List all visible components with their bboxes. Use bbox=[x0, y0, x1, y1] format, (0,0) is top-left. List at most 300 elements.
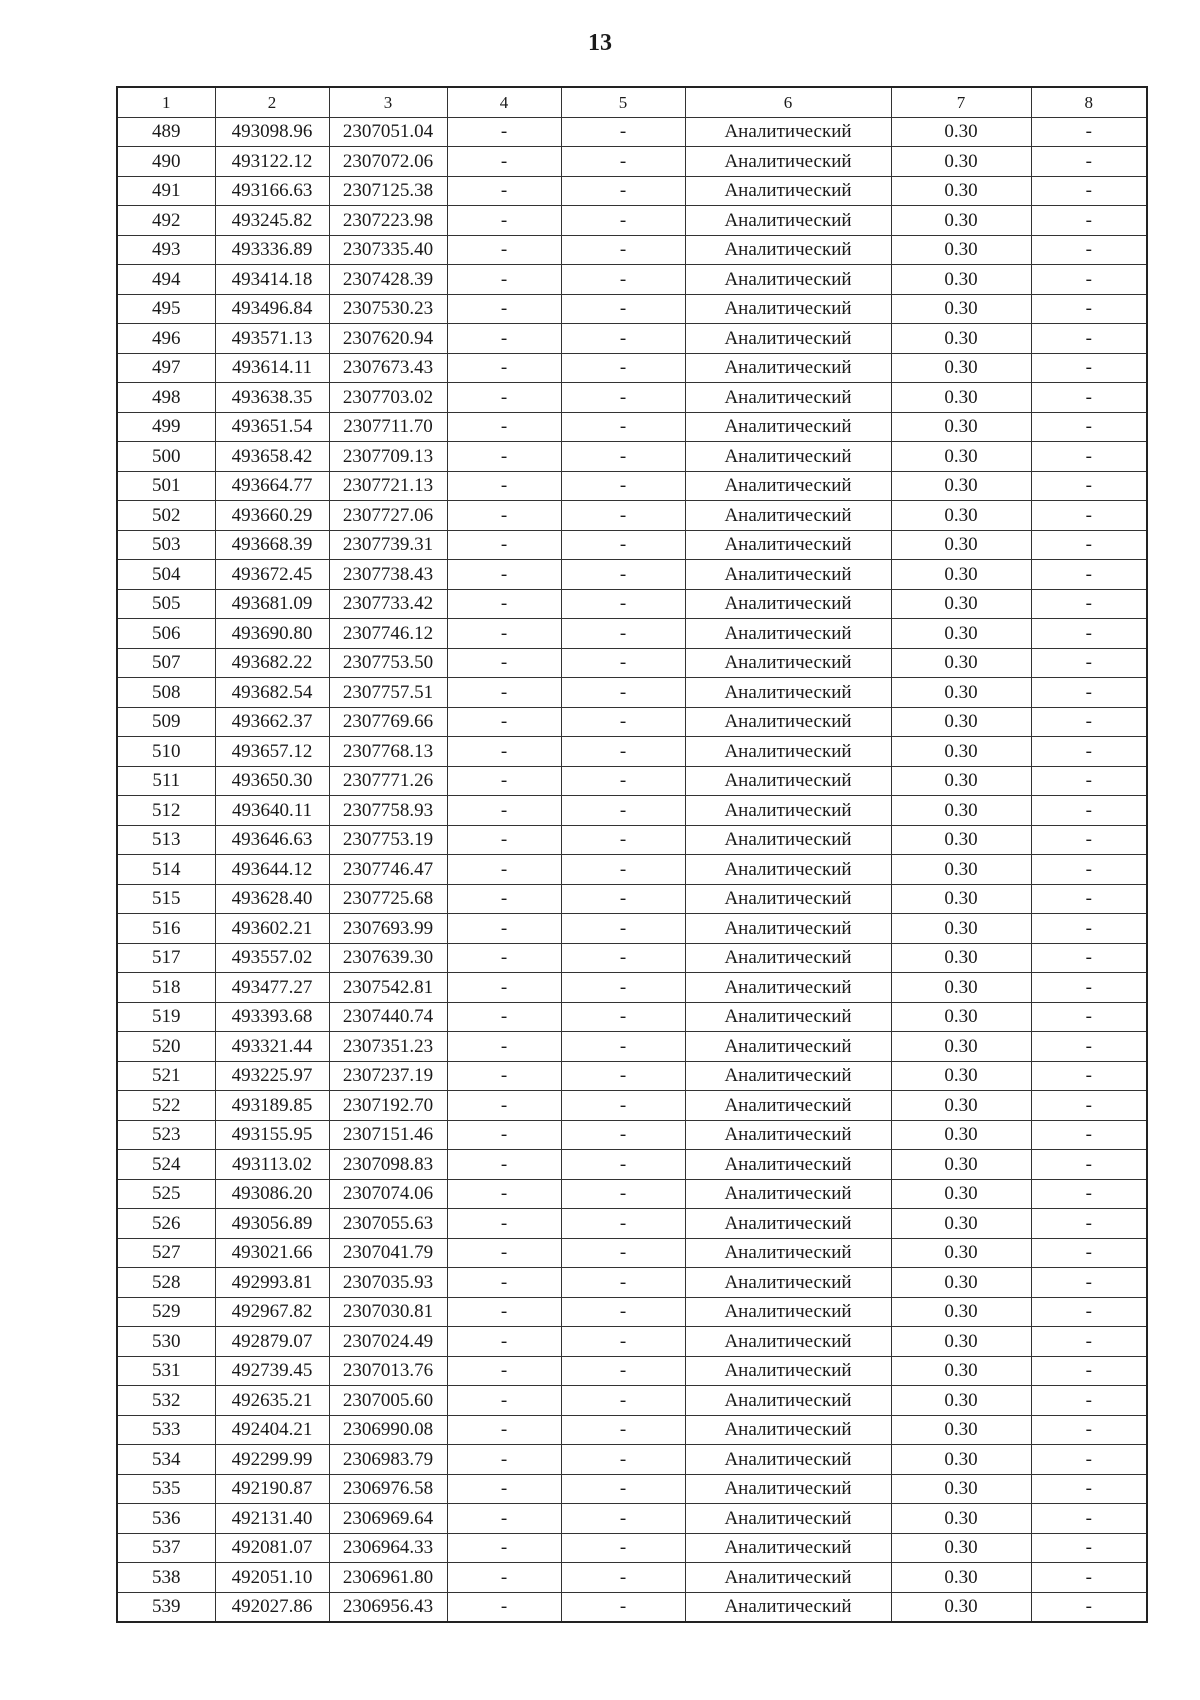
accuracy-cell: 0.30 bbox=[891, 1091, 1031, 1121]
col-8-cell: - bbox=[1031, 1504, 1147, 1534]
coord-y-cell: 2307098.83 bbox=[329, 1150, 447, 1180]
col-5-cell: - bbox=[561, 973, 685, 1003]
method-cell: Аналитический bbox=[685, 1091, 891, 1121]
coord-x-cell: 493662.37 bbox=[215, 707, 329, 737]
accuracy-cell: 0.30 bbox=[891, 1209, 1031, 1239]
col-4-cell: - bbox=[447, 1297, 561, 1327]
col-8-cell: - bbox=[1031, 1474, 1147, 1504]
coord-x-cell: 492879.07 bbox=[215, 1327, 329, 1357]
coord-y-cell: 2307013.76 bbox=[329, 1356, 447, 1386]
col-5-cell: - bbox=[561, 648, 685, 678]
coord-y-cell: 2307753.50 bbox=[329, 648, 447, 678]
coord-x-cell: 492967.82 bbox=[215, 1297, 329, 1327]
accuracy-cell: 0.30 bbox=[891, 648, 1031, 678]
col-8-cell: - bbox=[1031, 265, 1147, 295]
table-row bbox=[117, 530, 1147, 560]
method-cell: Аналитический bbox=[685, 1150, 891, 1180]
point-number-cell: 490 bbox=[117, 147, 215, 177]
col-4-cell: - bbox=[447, 324, 561, 354]
coord-y-cell: 2307041.79 bbox=[329, 1238, 447, 1268]
col-5-cell: - bbox=[561, 1091, 685, 1121]
col-8-cell: - bbox=[1031, 973, 1147, 1003]
col-5-cell: - bbox=[561, 471, 685, 501]
coord-x-cell: 493682.22 bbox=[215, 648, 329, 678]
col-8-cell: - bbox=[1031, 294, 1147, 324]
point-number-cell: 522 bbox=[117, 1091, 215, 1121]
col-5-cell: - bbox=[561, 1386, 685, 1416]
col-5-cell: - bbox=[561, 530, 685, 560]
table-row bbox=[117, 973, 1147, 1003]
col-5-cell: - bbox=[561, 265, 685, 295]
point-number-cell: 537 bbox=[117, 1533, 215, 1563]
col-5-cell: - bbox=[561, 1533, 685, 1563]
coord-x-cell: 493650.30 bbox=[215, 766, 329, 796]
col-4-cell: - bbox=[447, 176, 561, 206]
coord-y-cell: 2307035.93 bbox=[329, 1268, 447, 1298]
method-cell: Аналитический bbox=[685, 648, 891, 678]
accuracy-cell: 0.30 bbox=[891, 383, 1031, 413]
col-4-cell: - bbox=[447, 501, 561, 531]
point-number-cell: 518 bbox=[117, 973, 215, 1003]
coord-y-cell: 2307074.06 bbox=[329, 1179, 447, 1209]
col-5-cell: - bbox=[561, 1120, 685, 1150]
coord-x-cell: 493640.11 bbox=[215, 796, 329, 826]
col-4-cell: - bbox=[447, 1002, 561, 1032]
col-8-cell: - bbox=[1031, 1091, 1147, 1121]
col-8-cell: - bbox=[1031, 619, 1147, 649]
method-cell: Аналитический bbox=[685, 471, 891, 501]
coord-x-cell: 492081.07 bbox=[215, 1533, 329, 1563]
point-number-cell: 523 bbox=[117, 1120, 215, 1150]
coord-x-cell: 493651.54 bbox=[215, 412, 329, 442]
table-row bbox=[117, 560, 1147, 590]
table-row bbox=[117, 1297, 1147, 1327]
method-cell: Аналитический bbox=[685, 206, 891, 236]
col-4-cell: - bbox=[447, 530, 561, 560]
column-header-7: 7 bbox=[891, 87, 1031, 117]
table-row bbox=[117, 855, 1147, 885]
table-row bbox=[117, 737, 1147, 767]
method-cell: Аналитический bbox=[685, 1445, 891, 1475]
column-header-2: 2 bbox=[215, 87, 329, 117]
coord-y-cell: 2306961.80 bbox=[329, 1563, 447, 1593]
col-4-cell: - bbox=[447, 619, 561, 649]
col-8-cell: - bbox=[1031, 324, 1147, 354]
col-4-cell: - bbox=[447, 206, 561, 236]
coord-x-cell: 493056.89 bbox=[215, 1209, 329, 1239]
method-cell: Аналитический bbox=[685, 973, 891, 1003]
col-4-cell: - bbox=[447, 560, 561, 590]
coord-x-cell: 493690.80 bbox=[215, 619, 329, 649]
col-4-cell: - bbox=[447, 707, 561, 737]
coord-x-cell: 493657.12 bbox=[215, 737, 329, 767]
table-row bbox=[117, 1592, 1147, 1622]
col-8-cell: - bbox=[1031, 1356, 1147, 1386]
col-4-cell: - bbox=[447, 825, 561, 855]
coord-y-cell: 2307757.51 bbox=[329, 678, 447, 708]
point-number-cell: 510 bbox=[117, 737, 215, 767]
accuracy-cell: 0.30 bbox=[891, 973, 1031, 1003]
point-number-cell: 509 bbox=[117, 707, 215, 737]
accuracy-cell: 0.30 bbox=[891, 825, 1031, 855]
coord-x-cell: 493225.97 bbox=[215, 1061, 329, 1091]
accuracy-cell: 0.30 bbox=[891, 619, 1031, 649]
coord-y-cell: 2307768.13 bbox=[329, 737, 447, 767]
point-number-cell: 494 bbox=[117, 265, 215, 295]
point-number-cell: 527 bbox=[117, 1238, 215, 1268]
accuracy-cell: 0.30 bbox=[891, 442, 1031, 472]
col-4-cell: - bbox=[447, 1179, 561, 1209]
col-8-cell: - bbox=[1031, 1415, 1147, 1445]
col-4-cell: - bbox=[447, 1533, 561, 1563]
point-number-cell: 499 bbox=[117, 412, 215, 442]
col-8-cell: - bbox=[1031, 235, 1147, 265]
method-cell: Аналитический bbox=[685, 265, 891, 295]
coord-x-cell: 493336.89 bbox=[215, 235, 329, 265]
point-number-cell: 511 bbox=[117, 766, 215, 796]
point-number-cell: 524 bbox=[117, 1150, 215, 1180]
col-5-cell: - bbox=[561, 501, 685, 531]
point-number-cell: 500 bbox=[117, 442, 215, 472]
col-4-cell: - bbox=[447, 914, 561, 944]
col-8-cell: - bbox=[1031, 1445, 1147, 1475]
table-row bbox=[117, 1238, 1147, 1268]
col-8-cell: - bbox=[1031, 1386, 1147, 1416]
method-cell: Аналитический bbox=[685, 1563, 891, 1593]
col-4-cell: - bbox=[447, 796, 561, 826]
method-cell: Аналитический bbox=[685, 619, 891, 649]
method-cell: Аналитический bbox=[685, 1179, 891, 1209]
method-cell: Аналитический bbox=[685, 943, 891, 973]
col-5-cell: - bbox=[561, 442, 685, 472]
method-cell: Аналитический bbox=[685, 1415, 891, 1445]
coord-y-cell: 2307428.39 bbox=[329, 265, 447, 295]
coord-x-cell: 493086.20 bbox=[215, 1179, 329, 1209]
coord-y-cell: 2307769.66 bbox=[329, 707, 447, 737]
col-4-cell: - bbox=[447, 648, 561, 678]
point-number-cell: 534 bbox=[117, 1445, 215, 1475]
point-number-cell: 539 bbox=[117, 1592, 215, 1622]
point-number-cell: 536 bbox=[117, 1504, 215, 1534]
accuracy-cell: 0.30 bbox=[891, 1179, 1031, 1209]
point-number-cell: 498 bbox=[117, 383, 215, 413]
col-4-cell: - bbox=[447, 678, 561, 708]
coord-x-cell: 493628.40 bbox=[215, 884, 329, 914]
col-4-cell: - bbox=[447, 1091, 561, 1121]
accuracy-cell: 0.30 bbox=[891, 914, 1031, 944]
coord-y-cell: 2307055.63 bbox=[329, 1209, 447, 1239]
table-row bbox=[117, 501, 1147, 531]
method-cell: Аналитический bbox=[685, 147, 891, 177]
point-number-cell: 489 bbox=[117, 117, 215, 147]
point-number-cell: 520 bbox=[117, 1032, 215, 1062]
table-row bbox=[117, 914, 1147, 944]
col-5-cell: - bbox=[561, 943, 685, 973]
accuracy-cell: 0.30 bbox=[891, 324, 1031, 354]
table-row bbox=[117, 707, 1147, 737]
point-number-cell: 508 bbox=[117, 678, 215, 708]
accuracy-cell: 0.30 bbox=[891, 1327, 1031, 1357]
col-8-cell: - bbox=[1031, 1592, 1147, 1622]
coord-x-cell: 493245.82 bbox=[215, 206, 329, 236]
col-8-cell: - bbox=[1031, 1563, 1147, 1593]
col-4-cell: - bbox=[447, 1504, 561, 1534]
coord-x-cell: 493646.63 bbox=[215, 825, 329, 855]
col-4-cell: - bbox=[447, 117, 561, 147]
col-5-cell: - bbox=[561, 1002, 685, 1032]
table-row bbox=[117, 1120, 1147, 1150]
col-5-cell: - bbox=[561, 294, 685, 324]
point-number-cell: 528 bbox=[117, 1268, 215, 1298]
coord-x-cell: 492027.86 bbox=[215, 1592, 329, 1622]
coord-y-cell: 2307542.81 bbox=[329, 973, 447, 1003]
accuracy-cell: 0.30 bbox=[891, 1150, 1031, 1180]
col-8-cell: - bbox=[1031, 707, 1147, 737]
method-cell: Аналитический bbox=[685, 530, 891, 560]
table-row bbox=[117, 412, 1147, 442]
coord-x-cell: 493644.12 bbox=[215, 855, 329, 885]
coord-y-cell: 2306983.79 bbox=[329, 1445, 447, 1475]
table-row bbox=[117, 1061, 1147, 1091]
method-cell: Аналитический bbox=[685, 501, 891, 531]
method-cell: Аналитический bbox=[685, 442, 891, 472]
col-8-cell: - bbox=[1031, 147, 1147, 177]
col-8-cell: - bbox=[1031, 1327, 1147, 1357]
coord-y-cell: 2307440.74 bbox=[329, 1002, 447, 1032]
point-number-cell: 517 bbox=[117, 943, 215, 973]
table-row bbox=[117, 1327, 1147, 1357]
col-5-cell: - bbox=[561, 884, 685, 914]
table-row bbox=[117, 1533, 1147, 1563]
col-5-cell: - bbox=[561, 1297, 685, 1327]
coord-y-cell: 2307192.70 bbox=[329, 1091, 447, 1121]
point-number-cell: 531 bbox=[117, 1356, 215, 1386]
point-number-cell: 519 bbox=[117, 1002, 215, 1032]
table-row bbox=[117, 825, 1147, 855]
col-5-cell: - bbox=[561, 1592, 685, 1622]
coord-x-cell: 493122.12 bbox=[215, 147, 329, 177]
table-row bbox=[117, 117, 1147, 147]
col-4-cell: - bbox=[447, 265, 561, 295]
coord-y-cell: 2307711.70 bbox=[329, 412, 447, 442]
table-row bbox=[117, 1150, 1147, 1180]
point-number-cell: 513 bbox=[117, 825, 215, 855]
accuracy-cell: 0.30 bbox=[891, 235, 1031, 265]
col-5-cell: - bbox=[561, 914, 685, 944]
coord-y-cell: 2307771.26 bbox=[329, 766, 447, 796]
accuracy-cell: 0.30 bbox=[891, 1002, 1031, 1032]
table-row bbox=[117, 884, 1147, 914]
coord-x-cell: 492131.40 bbox=[215, 1504, 329, 1534]
point-number-cell: 507 bbox=[117, 648, 215, 678]
method-cell: Аналитический bbox=[685, 1356, 891, 1386]
method-cell: Аналитический bbox=[685, 855, 891, 885]
method-cell: Аналитический bbox=[685, 825, 891, 855]
col-8-cell: - bbox=[1031, 589, 1147, 619]
coord-y-cell: 2307746.47 bbox=[329, 855, 447, 885]
table-row bbox=[117, 1474, 1147, 1504]
coord-y-cell: 2307620.94 bbox=[329, 324, 447, 354]
col-5-cell: - bbox=[561, 825, 685, 855]
table-row bbox=[117, 147, 1147, 177]
method-cell: Аналитический bbox=[685, 1032, 891, 1062]
accuracy-cell: 0.30 bbox=[891, 176, 1031, 206]
method-cell: Аналитический bbox=[685, 1002, 891, 1032]
col-5-cell: - bbox=[561, 147, 685, 177]
column-header-5: 5 bbox=[561, 87, 685, 117]
method-cell: Аналитический bbox=[685, 884, 891, 914]
point-number-cell: 496 bbox=[117, 324, 215, 354]
col-8-cell: - bbox=[1031, 1120, 1147, 1150]
method-cell: Аналитический bbox=[685, 235, 891, 265]
col-5-cell: - bbox=[561, 206, 685, 236]
coord-y-cell: 2307125.38 bbox=[329, 176, 447, 206]
col-8-cell: - bbox=[1031, 1002, 1147, 1032]
col-5-cell: - bbox=[561, 619, 685, 649]
point-number-cell: 530 bbox=[117, 1327, 215, 1357]
coord-y-cell: 2307072.06 bbox=[329, 147, 447, 177]
accuracy-cell: 0.30 bbox=[891, 589, 1031, 619]
coord-y-cell: 2307639.30 bbox=[329, 943, 447, 973]
table-row bbox=[117, 1002, 1147, 1032]
method-cell: Аналитический bbox=[685, 383, 891, 413]
accuracy-cell: 0.30 bbox=[891, 294, 1031, 324]
accuracy-cell: 0.30 bbox=[891, 1268, 1031, 1298]
point-number-cell: 512 bbox=[117, 796, 215, 826]
table-row bbox=[117, 1091, 1147, 1121]
col-5-cell: - bbox=[561, 1445, 685, 1475]
col-4-cell: - bbox=[447, 442, 561, 472]
table-body bbox=[117, 117, 1147, 1622]
col-5-cell: - bbox=[561, 1032, 685, 1062]
method-cell: Аналитический bbox=[685, 1061, 891, 1091]
coord-y-cell: 2307024.49 bbox=[329, 1327, 447, 1357]
col-4-cell: - bbox=[447, 1150, 561, 1180]
col-4-cell: - bbox=[447, 737, 561, 767]
coord-y-cell: 2307335.40 bbox=[329, 235, 447, 265]
col-8-cell: - bbox=[1031, 1268, 1147, 1298]
col-4-cell: - bbox=[447, 471, 561, 501]
accuracy-cell: 0.30 bbox=[891, 147, 1031, 177]
coord-x-cell: 493021.66 bbox=[215, 1238, 329, 1268]
accuracy-cell: 0.30 bbox=[891, 1563, 1031, 1593]
col-5-cell: - bbox=[561, 707, 685, 737]
col-4-cell: - bbox=[447, 589, 561, 619]
accuracy-cell: 0.30 bbox=[891, 855, 1031, 885]
accuracy-cell: 0.30 bbox=[891, 471, 1031, 501]
coord-x-cell: 493681.09 bbox=[215, 589, 329, 619]
coord-x-cell: 493393.68 bbox=[215, 1002, 329, 1032]
coord-y-cell: 2307738.43 bbox=[329, 560, 447, 590]
accuracy-cell: 0.30 bbox=[891, 766, 1031, 796]
col-8-cell: - bbox=[1031, 1209, 1147, 1239]
col-4-cell: - bbox=[447, 1268, 561, 1298]
table-row bbox=[117, 678, 1147, 708]
point-number-cell: 535 bbox=[117, 1474, 215, 1504]
accuracy-cell: 0.30 bbox=[891, 1592, 1031, 1622]
col-4-cell: - bbox=[447, 1386, 561, 1416]
coord-x-cell: 493638.35 bbox=[215, 383, 329, 413]
col-4-cell: - bbox=[447, 1327, 561, 1357]
table-header bbox=[117, 87, 1147, 117]
coord-y-cell: 2307753.19 bbox=[329, 825, 447, 855]
point-number-cell: 493 bbox=[117, 235, 215, 265]
point-number-cell: 492 bbox=[117, 206, 215, 236]
point-number-cell: 495 bbox=[117, 294, 215, 324]
coord-y-cell: 2307223.98 bbox=[329, 206, 447, 236]
col-5-cell: - bbox=[561, 1563, 685, 1593]
coord-x-cell: 493496.84 bbox=[215, 294, 329, 324]
coord-y-cell: 2306976.58 bbox=[329, 1474, 447, 1504]
coord-y-cell: 2307530.23 bbox=[329, 294, 447, 324]
column-header-1: 1 bbox=[117, 87, 215, 117]
col-5-cell: - bbox=[561, 766, 685, 796]
accuracy-cell: 0.30 bbox=[891, 796, 1031, 826]
col-8-cell: - bbox=[1031, 914, 1147, 944]
coord-x-cell: 492739.45 bbox=[215, 1356, 329, 1386]
accuracy-cell: 0.30 bbox=[891, 1356, 1031, 1386]
column-header-3: 3 bbox=[329, 87, 447, 117]
coord-y-cell: 2307721.13 bbox=[329, 471, 447, 501]
coord-x-cell: 493477.27 bbox=[215, 973, 329, 1003]
method-cell: Аналитический bbox=[685, 560, 891, 590]
coordinates-table bbox=[116, 86, 1148, 1623]
coord-x-cell: 493571.13 bbox=[215, 324, 329, 354]
column-header-6: 6 bbox=[685, 87, 891, 117]
coord-y-cell: 2307739.31 bbox=[329, 530, 447, 560]
col-4-cell: - bbox=[447, 412, 561, 442]
coord-x-cell: 492993.81 bbox=[215, 1268, 329, 1298]
table-row bbox=[117, 1209, 1147, 1239]
col-8-cell: - bbox=[1031, 471, 1147, 501]
col-4-cell: - bbox=[447, 855, 561, 885]
point-number-cell: 502 bbox=[117, 501, 215, 531]
point-number-cell: 506 bbox=[117, 619, 215, 649]
accuracy-cell: 0.30 bbox=[891, 1061, 1031, 1091]
table-row bbox=[117, 1179, 1147, 1209]
col-4-cell: - bbox=[447, 1032, 561, 1062]
accuracy-cell: 0.30 bbox=[891, 560, 1031, 590]
table-row bbox=[117, 353, 1147, 383]
col-4-cell: - bbox=[447, 943, 561, 973]
coord-x-cell: 493682.54 bbox=[215, 678, 329, 708]
coord-x-cell: 493414.18 bbox=[215, 265, 329, 295]
table-row bbox=[117, 471, 1147, 501]
col-8-cell: - bbox=[1031, 737, 1147, 767]
coord-x-cell: 492404.21 bbox=[215, 1415, 329, 1445]
method-cell: Аналитический bbox=[685, 1386, 891, 1416]
table-row bbox=[117, 442, 1147, 472]
coord-x-cell: 493098.96 bbox=[215, 117, 329, 147]
accuracy-cell: 0.30 bbox=[891, 1474, 1031, 1504]
col-4-cell: - bbox=[447, 294, 561, 324]
point-number-cell: 526 bbox=[117, 1209, 215, 1239]
coord-y-cell: 2307709.13 bbox=[329, 442, 447, 472]
col-5-cell: - bbox=[561, 560, 685, 590]
method-cell: Аналитический bbox=[685, 707, 891, 737]
col-8-cell: - bbox=[1031, 1032, 1147, 1062]
table-row bbox=[117, 206, 1147, 236]
point-number-cell: 501 bbox=[117, 471, 215, 501]
accuracy-cell: 0.30 bbox=[891, 1120, 1031, 1150]
col-8-cell: - bbox=[1031, 1150, 1147, 1180]
point-number-cell: 521 bbox=[117, 1061, 215, 1091]
accuracy-cell: 0.30 bbox=[891, 1032, 1031, 1062]
method-cell: Аналитический bbox=[685, 766, 891, 796]
coord-x-cell: 492299.99 bbox=[215, 1445, 329, 1475]
col-8-cell: - bbox=[1031, 560, 1147, 590]
col-5-cell: - bbox=[561, 1150, 685, 1180]
